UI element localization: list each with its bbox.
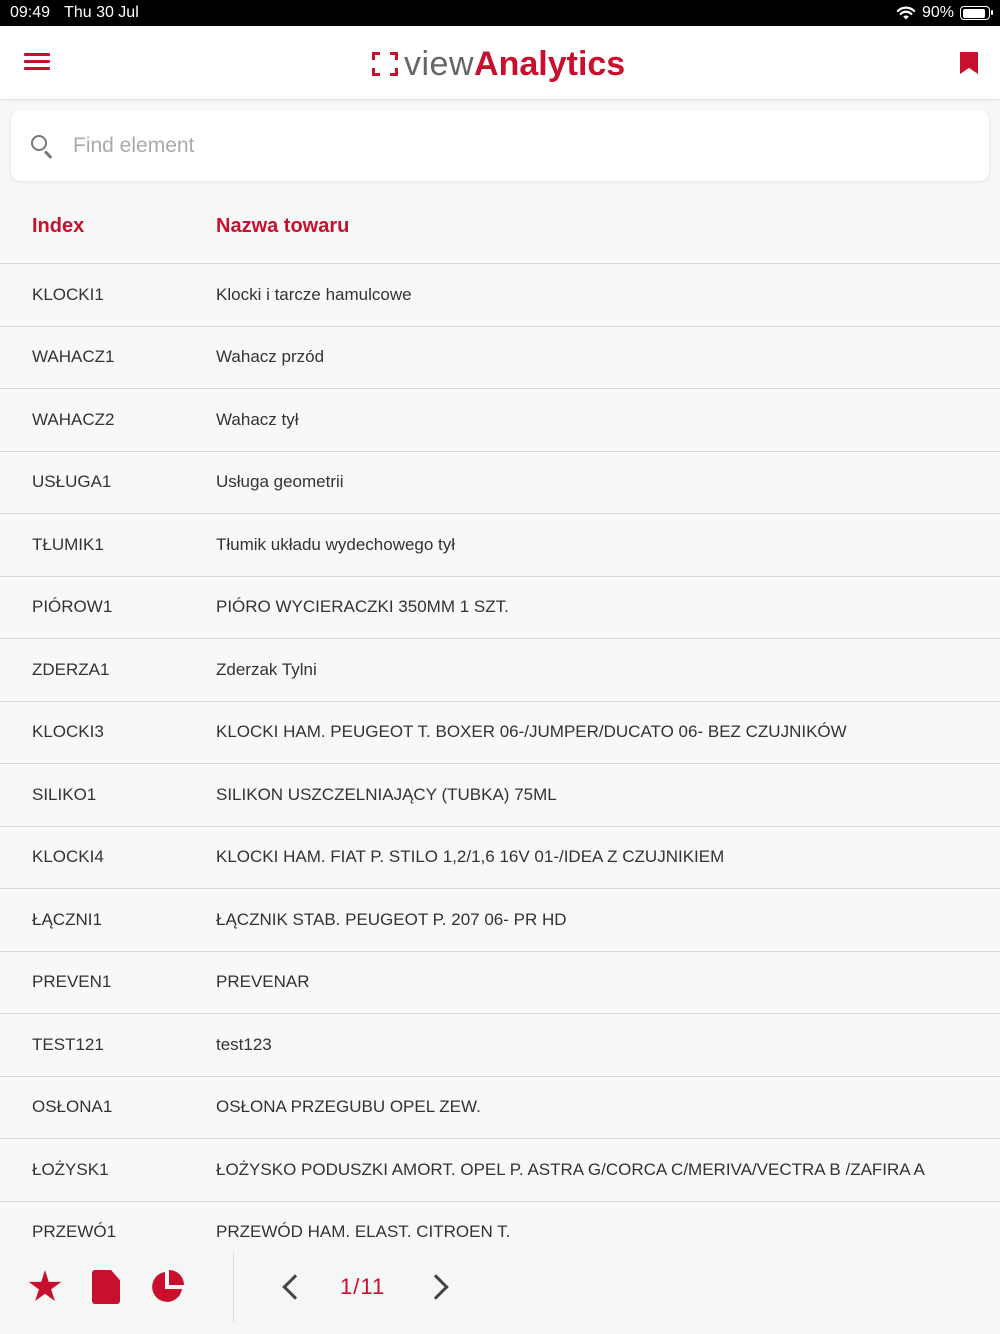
cell-name: KLOCKI HAM. PEUGEOT T. BOXER 06-/JUMPER/DUCATO 06- BEZ CZUJNIKÓW: [216, 722, 847, 742]
cell-index: SILIKO1: [32, 784, 97, 804]
search-icon: [29, 133, 55, 159]
cell-name: Klocki i tarcze hamulcowe: [216, 284, 412, 304]
cell-index: ŁĄCZNI1: [32, 909, 102, 929]
search-input[interactable]: [73, 134, 953, 158]
logo-bracket-icon: [370, 50, 400, 78]
table-row[interactable]: [0, 952, 1000, 1015]
table-row[interactable]: [0, 327, 1000, 390]
bookmark-icon[interactable]: [960, 52, 978, 74]
cell-index: KLOCKI3: [32, 722, 104, 742]
table-row[interactable]: [0, 1202, 1000, 1241]
cell-name: test123: [216, 1034, 272, 1054]
cell-index: TEST121: [32, 1034, 104, 1054]
wifi-icon: [896, 5, 916, 21]
cell-index: PREVEN1: [32, 972, 112, 992]
cell-name: KLOCKI HAM. FIAT P. STILO 1,2/1,6 16V 01-/IDEA Z CZUJNIKIEM: [216, 847, 725, 867]
table-header: [0, 190, 1000, 264]
cell-name: Tłumik układu wydechowego tył: [216, 534, 456, 554]
cell-index: PIÓROW1: [32, 597, 113, 617]
cell-index: OSŁONA1: [32, 1097, 113, 1117]
table-row[interactable]: [0, 389, 1000, 452]
cell-index: PRZEWÓ1: [32, 1222, 117, 1240]
table-row[interactable]: [0, 639, 1000, 702]
cell-name: Usługa geometrii: [216, 472, 344, 492]
cell-index: ŁOŻYSK1: [32, 1159, 109, 1179]
chevron-left-icon[interactable]: [282, 1274, 307, 1299]
table-row[interactable]: [0, 827, 1000, 890]
table-row[interactable]: [0, 514, 1000, 577]
cell-name: ŁĄCZNIK STAB. PEUGEOT P. 207 06- PR HD: [216, 909, 567, 929]
bottom-actions: [0, 1252, 234, 1322]
cell-index: ZDERZA1: [32, 659, 110, 679]
cell-name: Wahacz tył: [216, 409, 299, 429]
table-row[interactable]: [0, 702, 1000, 765]
table-row[interactable]: [0, 1077, 1000, 1140]
cell-index: WAHACZ2: [32, 409, 115, 429]
column-header-index[interactable]: Index: [32, 215, 85, 237]
cell-index: KLOCKI4: [32, 847, 104, 867]
cell-index: KLOCKI1: [32, 284, 104, 304]
cell-name: Zderzak Tylni: [216, 659, 317, 679]
chevron-right-icon[interactable]: [423, 1274, 448, 1299]
pie-chart-icon[interactable]: [150, 1270, 184, 1304]
table-row[interactable]: [0, 1139, 1000, 1202]
table-row[interactable]: [0, 264, 1000, 327]
page-indicator: 1/11: [340, 1274, 386, 1299]
column-header-name[interactable]: Nazwa towaru: [216, 215, 350, 237]
status-date: Thu 30 Jul: [64, 4, 139, 21]
cell-name: Wahacz przód: [216, 347, 325, 367]
logo-text-bold: Analytics: [474, 44, 626, 83]
table-row[interactable]: [0, 452, 1000, 515]
table-row[interactable]: [0, 764, 1000, 827]
app-logo: [370, 44, 625, 84]
cell-name: OSŁONA PRZEGUBU OPEL ZEW.: [216, 1097, 481, 1117]
pager: [276, 1274, 445, 1300]
battery-icon: [960, 6, 990, 20]
logo-text-light: view: [404, 44, 475, 83]
star-icon[interactable]: [28, 1270, 62, 1304]
status-right: [896, 4, 990, 22]
app-bar: [0, 26, 1000, 100]
cell-name: PIÓRO WYCIERACZKI 350MM 1 SZT.: [216, 597, 509, 617]
cell-name: PRZEWÓD HAM. ELAST. CITROEN T.: [216, 1222, 511, 1240]
items-table: [0, 190, 1000, 1240]
table-row[interactable]: [0, 889, 1000, 952]
cell-index: WAHACZ1: [32, 347, 115, 367]
cell-name: SILIKON USZCZELNIAJĄCY (TUBKA) 75ML: [216, 784, 557, 804]
search-bar: [11, 110, 989, 181]
document-icon[interactable]: [92, 1270, 120, 1304]
hamburger-menu-icon[interactable]: [24, 53, 50, 73]
cell-name: ŁOŻYSKO PODUSZKI AMORT. OPEL P. ASTRA G/CORCA C/MERIVA/VECTRA B /ZAFIRA A: [216, 1159, 925, 1179]
bottom-toolbar: [0, 1240, 1000, 1334]
battery-percent: 90%: [921, 4, 954, 21]
cell-index: TŁUMIK1: [32, 534, 104, 554]
cell-index: USŁUGA1: [32, 472, 112, 492]
table-row[interactable]: [0, 1014, 1000, 1077]
table-row[interactable]: [0, 577, 1000, 640]
status-bar: [0, 0, 1000, 26]
status-time: 09:49: [10, 4, 51, 21]
cell-name: PREVENAR: [216, 972, 310, 992]
